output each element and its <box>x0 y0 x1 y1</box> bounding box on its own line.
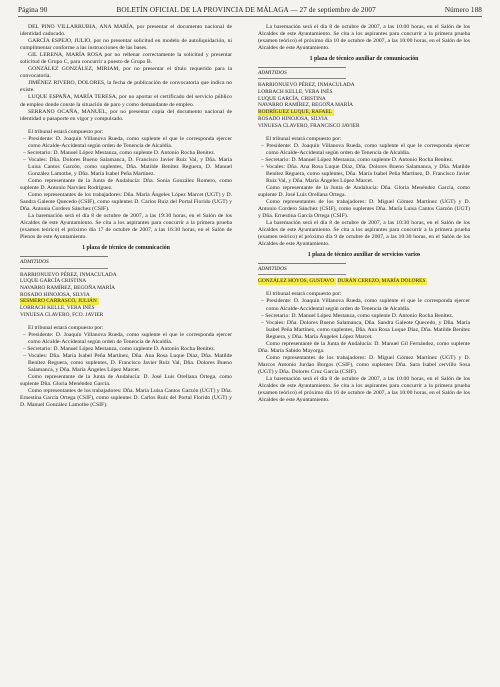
admitted-name-highlighted: GONZÁLEZ HOYOS, GUSTAVO <box>258 278 334 285</box>
junta-representative: Como representante de la Junta de Andalucía: D. Manuel Gil Fernández, como suplente Dña. María Sabido Mayorga. <box>258 340 470 354</box>
section-title: 1 plaza de técnico de comunicación <box>82 245 170 252</box>
tribunal-member: – Secretario: D. Manuel López Mestanza, como suplente D. Antonio Rocha Benítez. <box>261 312 454 319</box>
tribunal-member: – Presidente: D. Joaquín Villanova Rueda, como suplente el que le corresponda ejercer como Alcalde-Accidental según orden de Tenencia de Alcaldía. <box>23 135 232 149</box>
tribunal-member: – Secretario: D. Manuel López Mestanza, como suplente D. Antonio Rocha Benítez. <box>23 149 216 156</box>
tribunal-member: – Presidente: D. Joaquín Villanova Rueda, como suplente el que le corresponda ejercer como Alcalde-Accidental según orden de Tenencia de Alcaldía. <box>23 331 232 345</box>
baremacion-notice: La baremación será el día 8 de octubre de 2007, a las 10:00 horas, en el Salón de los Alcaldes de este Ayuntamiento. Se cita a los aspirantes para concurrir a la primera prueba (examen teórico) el próximo día 16 de octubre de 2007, a las 10:00 horas, en el Salón de los Alcaldes de este Ayuntamiento. <box>258 376 470 404</box>
excluded-entry: DEL PINO VILLARRUBIA, ANA MARÍA, por presentar el documento nacional de identidad caducado. <box>20 24 232 38</box>
admitted-name: LUQUE GARCÍA CRISTINA <box>20 278 87 285</box>
admitted-name: ROSADO HINOJOSA, SILVIA <box>258 116 328 123</box>
baremacion-notice: La baremación será el día 8 de octubre de 2007, a las 19:30 horas, en el Salón de los Alcaldes de este Ayuntamiento. Se cita a los aspirantes para concurrir a la primera prueba (examen teórico) el próximo día 17 de octubre de 2007, a las 16:30 horas, en el Salón de Plenos de este Ayuntamiento. <box>20 213 232 241</box>
tribunal-member: – Secretario: D. Manuel López Mestanza, como suplente D. Antonio Rocha Benítez. <box>23 345 216 352</box>
excluded-entry: GONZÁLEZ GONZÁLEZ, MIRIAM, por no presentar el título requerido para la convocatoria. <box>20 66 232 80</box>
junta-representative: Como representante de la Junta de Andalucía: D. José Luis Orellana Ortega, como suplente Dña. Gloria Menéndez García. <box>20 374 232 388</box>
tribunal-member: – Vocales: Dña. Ana Rosa Luque Díaz, Dña. Dolores Bueno Salamanca, y Dña. Matilde Benítez Reguera, como suplentes, Dña. María Isabel Peña Martínez, D. Francisco Javier Ruiz Val, y Dña. María Ángeles López Marcet. <box>261 163 470 184</box>
excluded-entry: SERRANO OCAÑA, MANUEL, por no presentar copia del documento nacional de identidad o pasaporte en vigor y compulsado. <box>20 108 232 122</box>
issue-number: Número 188 <box>444 6 482 14</box>
junta-representative: Como representante de la Junta de Andalucía: Dña. Gloria Menéndez García, como suplente D. José Luis Orellana Ortega. <box>258 184 470 198</box>
admitted-name: LUQUE GARCÍA, CRISTINA <box>258 95 326 102</box>
excluded-entry: GARCÍA ESPEJO, JULIO, por no presentar solicitud en modelo de autoliquidación, ni cumplimentar conforme a las instrucciones de las bases. <box>20 38 232 52</box>
tribunal-member: – Vocales: Dña. Dolores Bueno Salamanca, D. Francisco Javier Ruiz Val, y Dña. María Luisa Cantos Garzón, como suplentes, Dña. Matilde Benítez Reguera, D. Manuel González Lamothe, y Dña. María Isabel Peña Martínez. <box>23 156 232 177</box>
junta-representative: Como representante de la Junta de Andalucía: Dña. Sonia González Romero, como suplente D. Antonio Narváez Rodríguez. <box>20 177 232 192</box>
admitted-name: NAVARRO RAMÍREZ, BEGOÑA MARÍA <box>20 284 116 291</box>
admitidos-label: ADMITIDOS <box>258 266 287 273</box>
page-number: Página 90 <box>18 6 48 14</box>
excluded-entry: JIMÉNEZ RIVERO, DOLORES, la fecha de publicación de convocatoria que indica no existe. <box>20 80 232 94</box>
tribunal-member: – Secretario: D. Manuel López Mestanza, como suplente D. Antonio Rocha Benítez. <box>261 156 454 163</box>
excluded-entry: LUQUE ESPAÑA, MARÍA TERESA, por no aportar el certificado del servicio público de empleo donde conste la situación de paro y como demandante de empleo. <box>20 94 232 108</box>
tribunal-member: – Presidente: D. Joaquín Villanova Rueda, como suplente el que le corresponda ejercer como Alcalde-Accidental según orden de Tenencia de Alcaldía. <box>261 298 470 312</box>
tribunal-intro: El tribunal estará compuesto por: <box>28 324 104 331</box>
admitted-name-highlighted: SESMERO CARRASCO, JULIÁN <box>20 298 97 305</box>
workers-representatives: Como representantes de los trabajadores: D. Miguel Gómez Martínez (UGT) y D. Antonio Cordero Sánchez (CSIF), como suplentes Dña. María Luisa Cantos Garzón (UGT) y Dña. Ernestina García Ortega (CSIF). <box>258 198 470 220</box>
admitted-name: LORBACH KELLE, VERA INÉS <box>258 88 333 95</box>
section-title: 1 plaza de técnico auxiliar de servicios varios <box>307 252 421 259</box>
excluded-entry: GIL LERENA, MARÍA ROSA por no rellenar correctamente la solicitud y presentar solicitud de Grupo C, para concurrir a puesto de Grupo B. <box>20 52 232 66</box>
section-title: 1 plaza de técnico auxiliar de comunicación <box>309 56 419 63</box>
workers-representatives: Como representantes de los trabajadores: D. Miguel Gómez Martínez (UGT) y D. Marcos Antonio Jurdao Burgos (CSIF), como suplentes Dña. Sara Isabel cervillo Sosa (UGT) y Dña. Dolores Cruz García (CSIF). <box>258 354 470 375</box>
admitidos-label: ADMITIDOS <box>258 70 287 77</box>
admitted-name: LORBACH KELLE, VERA INÉS <box>20 305 95 312</box>
admitted-name: VINUESA CLAVERO, FRANCISCO JAVIER <box>258 122 360 129</box>
right-column <box>258 24 470 404</box>
admitted-name-highlighted: DURÁN CEREZO, MARÍA DOLORES <box>337 278 426 285</box>
tribunal-member: – Vocales: Dña. María Isabel Peña Martínez, Dña. Ana Rosa Luque Díaz, Dña. Matilde Benítez Reguera, como suplentes, D. Francisco Javier Ruiz Val, Dña. Dolores Bueno Salamanca, y Dña. María Ángeles López Marcet. <box>23 352 232 374</box>
baremacion-notice: La baremación será el día 8 de octubre de 2007, a las 10:30 horas, en el Salón de los Alcaldes de este Ayuntamiento. Se cita a los aspirantes para concurrir a la primera prueba (examen teórico) el próximo día 9 de octubre de 2007, a las 10:30 horas, en el Salón de los Alcaldes de este Ayuntamiento. <box>258 220 470 248</box>
left-column <box>20 24 232 409</box>
admitted-name: ROSADO HINOJOSA, SILVIA <box>20 291 90 298</box>
admitidos-label: ADMITIDOS <box>20 259 49 266</box>
tribunal-member: – Presidente: D. Joaquín Villanova Rueda, como suplente el que le corresponda ejercer como Alcalde-Accidental según orden de Tenencia de Alcaldía. <box>261 142 470 156</box>
workers-representatives: Como representantes de los trabajadores: Dña. María Ángeles López Marcet (UGT) y D. Sandra Galeote Quecedo (CSIF), como suplentes D. Carlos Ruiz del Portal Florido (UGT) y Dña. Antonia Cordero Sánchez (CSIF). <box>20 192 232 213</box>
tribunal-intro: El tribunal estará compuesto por: <box>266 135 342 142</box>
admitted-name: BARRIONUEVO PÉREZ, INMACULADA <box>20 271 117 278</box>
admitted-name: VINUESA CLAVERO, FCO. JAVIER <box>20 312 104 319</box>
tribunal-intro: El tribunal estará compuesto por: <box>266 291 342 298</box>
baremacion-notice: La baremación será el día 8 de octubre de 2007, a las 10:00 horas, en el Salón de los Alcaldes de este Ayuntamiento. Se cita a los aspirantes para concurrir a la primera prueba (examen teórico) el próximo día 10 de octubre de 2007, a las 10:00 horas, en el Salón de los Alcaldes de este Ayuntamiento. <box>258 24 470 52</box>
bulletin-title: BOLETÍN OFICIAL DE LA PROVINCIA DE MÁLAGA — 27 de septiembre de 2007 <box>116 6 376 14</box>
tribunal-member: – Vocales: Dña. Dolores Bueno Salamanca, Dña. Sandra Galeote Quecedo, y Dña. María Isabel Peña Martínez, como suplentes, Dña. Ana Rosa Luque Díaz, Dña. Matilde Benítez Reguera, y Dña. María Ángeles López Marcet. <box>261 319 470 340</box>
admitted-name-highlighted: RODRÍGUEZ LUQUE, RAFAEL <box>258 109 333 116</box>
tribunal-intro: El tribunal estará compuesto por: <box>28 128 104 135</box>
page-header <box>18 6 482 17</box>
admitted-name: NAVARRO RAMÍREZ, BEGOÑA MARÍA <box>258 102 354 109</box>
admitted-name: BARRIONUEVO PÉREZ, INMACULADA <box>258 82 355 89</box>
workers-representatives: Como representantes de los trabajadores: Dña. María Luisa Cantos Garzón (UGT) y Dña. Ernestina García Ortega (CSIF), como suplentes D. Carlos Ruiz del Portal Florido (UGT) y D. Manuel González Lamothe (CSIF). <box>20 388 232 409</box>
